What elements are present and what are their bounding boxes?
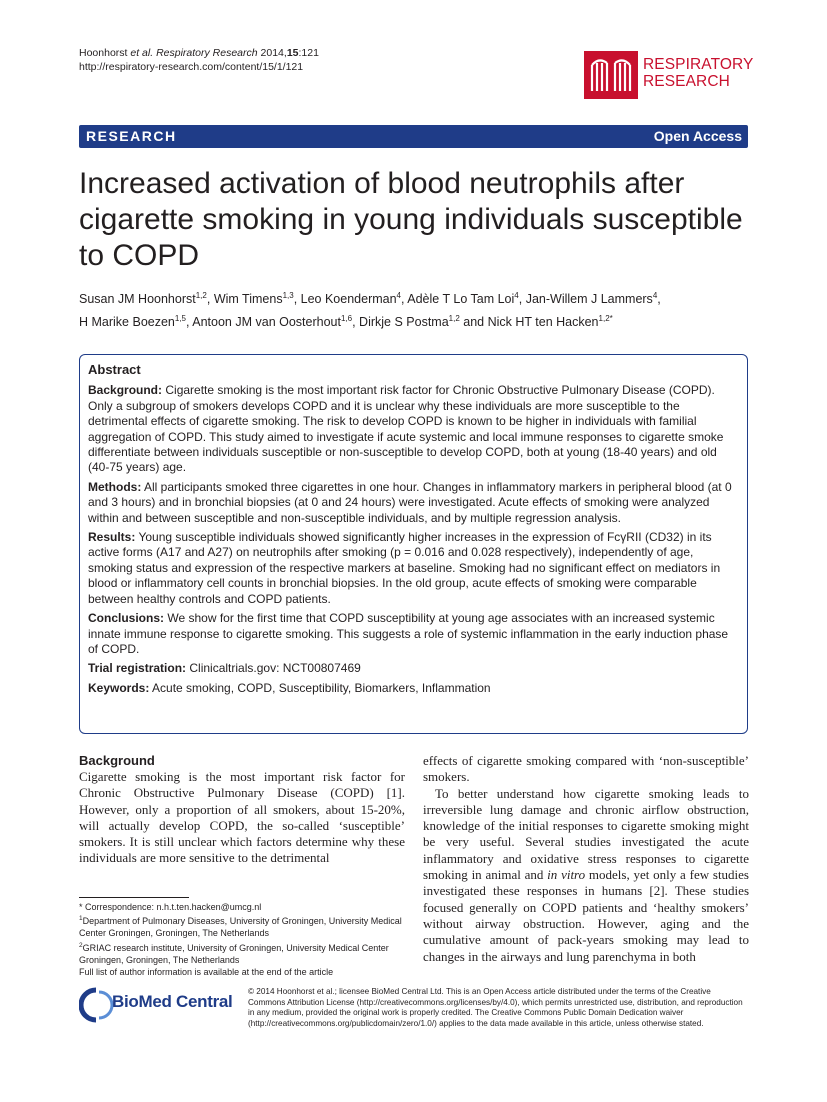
author-list: Susan JM Hoonhorst$^{1,2}$, Wim Timens$^{1,3}$, Leo Koenderman$^4$, Adèle T Lo Tam Loi$^4$, Jan-Willem J Lammers$^4$, H Marike Boezen$^{1,5}$, Antoon JM van Oosterhout$^{1,6}$, Dirkje S Postma$^{1,2}$ and Nick HT ten Hacken$^{1,2*}$	[79, 291, 661, 330]
author-affiliation: 1,3	[282, 291, 294, 300]
affiliation-2: $^2$GRIAC research institute, University of Groningen, University Medical Center Groningen, Groningen, The Netherlands	[79, 941, 389, 965]
background-paragraph-1-cont: effects of cigarette smoking compared with ‘non-susceptible’ smokers.	[423, 753, 749, 785]
background-paragraph-2: To better understand how cigarette smoking leads to irreversible lung damage and chronic airflow obstruction, knowledge of the initial responses to cigarette smoking might be very useful. Several studies investigated the acute inflammatory and oxidative stress responses to cigarette smoking in animal and in vitro models, yet only a few studies investigated these responses in humans [2]. These studies focused generally on COPD patients and ‘healthy smokers’ without airway obstruction. However, aging and the cumulative amount of pack-years smoking may lead to changes in the airways and lung parenchyma in both	[423, 785, 749, 964]
author-affiliation: 1,2	[448, 314, 460, 324]
article-url-link[interactable]: http://respiratory-research.com/content/15/1/121	[79, 61, 304, 73]
abstract-heading: Abstract	[88, 362, 141, 377]
abstract-conclusions: Conclusions: We show for the first time that COPD susceptibility at young age associates with an increased systemic innate immune response to cigarette smoking. This suggests a role of systemic inflammation in the early induction phase of COPD.	[88, 611, 729, 656]
abstract-results: Results: Young susceptible individuals showed significantly higher increases in the expression of FcγRII (CD32) in its active forms (A17 and A27) on neutrophils after smoking (p = 0.016 and 0.028 respectively), independently of age, smoking status and expression of the respective markers at baseline. Smoking had no significant effect on mediators in blood or inflammatory cell counts in bronchial biopsies. In the old group, acute effects of smoking were comparable between healthy controls and COPD patients.	[88, 530, 721, 606]
author-name: Nick HT ten Hacken	[487, 315, 599, 330]
author-affiliation: 1,2*	[598, 314, 613, 324]
body-right-column	[423, 753, 749, 965]
background-heading: Background	[79, 753, 155, 768]
author-affiliation: 4	[652, 291, 658, 300]
footnote-divider	[79, 897, 189, 898]
journal-logo-icon	[584, 51, 638, 99]
header-citation	[79, 46, 319, 74]
author-name: Dirkje S Postma	[359, 315, 449, 330]
abstract-background: Background: Cigarette smoking is the most important risk factor for Chronic Obstructive Pulmonary Disease (COPD). Only a subgroup of smokers develops COPD and it is unclear why these individuals are more susceptible to the detrimental effects of cigarette smoking. The risk to develop COPD is known to be higher in individuals with familial aggregation of COPD. This study aimed to investigate if acute systemic and local immune responses to cigarette smoke differentiate between individuals susceptible or non-susceptible to develop COPD, both at young (18-40 years) and old (40-75 years) age.	[88, 383, 724, 475]
background-paragraph-1: Cigarette smoking is the most important risk factor for Chronic Obstructive Pulmonary Disease (COPD) [1]. However, only a proportion of all smokers, about 15-20%, will actually develop COPD, the so-called ‘susceptible’ smokers. It is still unclear which factors determine why these individuals are more sensitive to the detrimental	[79, 769, 405, 866]
author-name: Susan JM Hoonhorst	[79, 292, 196, 307]
citation-year: 2014,	[260, 47, 287, 59]
license-text: © 2014 Hoonhorst et al.; licensee BioMed Central Ltd. This is an Open Access article distributed under the terms of the Creative Commons Attribution License (http://creativecommons.org/licenses/by/4.0), which permits unrestricted use, distribution, and reproduction in any medium, provided the original work is properly credited. The Creative Commons Public Domain Dedication waiver (http://creativecommons.org/publicdomain/zero/1.0/) applies to the data made available in this article, unless otherwise stated.	[248, 987, 743, 1028]
journal-logo-line1: RESPIRATORY	[643, 56, 754, 73]
citation-pages: :121	[298, 47, 319, 59]
author-affiliation: 1,5	[174, 314, 186, 324]
affiliation-1: $^1$Department of Pulmonary Diseases, University of Groningen, University Medical Center Groningen, Groningen, The Netherlands	[79, 915, 402, 939]
footnotes	[79, 901, 409, 978]
correspondence-email[interactable]: * Correspondence: n.h.t.ten.hacken@umcg.nl	[79, 902, 262, 912]
body-left-column	[79, 753, 405, 867]
author-name: Leo Koenderman	[300, 292, 397, 307]
author-affiliation: 4	[514, 291, 519, 300]
citation-volume: 15	[286, 47, 299, 59]
abstract-methods: Methods: All participants smoked three cigarettes in one hour. Changes in inflammatory markers in peripheral blood (at 0 and 3 hours) and in bronchial biopsies (at 0 and 24 hours) were investigated. Acute effects of smoking were analyzed within and between susceptible and non-susceptible individuals, and by multiple regression analysis.	[88, 479, 732, 525]
author-name: H Marike Boezen	[79, 315, 175, 330]
author-name: Adèle T Lo Tam Loi	[407, 292, 515, 307]
article-type-banner	[79, 125, 748, 148]
article-type-label: RESEARCH	[86, 128, 177, 144]
abstract	[88, 360, 740, 700]
citation-line	[79, 46, 319, 60]
abstract-keywords: Keywords: Acute smoking, COPD, Susceptibility, Biomarkers, Inflammation	[88, 680, 491, 695]
article-title: Increased activation of blood neutrophils after cigarette smoking in young individuals susceptible to COPD	[79, 167, 743, 272]
author-affiliation: 4	[396, 291, 401, 300]
journal-logo-text	[643, 56, 754, 90]
author-name: Wim Timens	[213, 292, 283, 307]
biomed-central-logo-text: BioMed Central	[112, 992, 233, 1011]
open-access-label: Open Access	[653, 128, 742, 144]
author-affiliation: 1,2	[195, 291, 207, 300]
author-name: Antoon JM van Oosterhout	[192, 315, 341, 330]
author-affiliation: 1,6	[340, 314, 353, 324]
citation-journal: Respiratory Research	[156, 47, 258, 59]
author-name: Jan-Willem J Lammers	[525, 292, 653, 307]
journal-logo-line2: RESEARCH	[643, 73, 730, 90]
abstract-trial-registration: Trial registration: Clinicaltrials.gov: NCT00807469	[88, 661, 361, 676]
full-author-info-note: Full list of author information is available at the end of the article	[79, 967, 334, 978]
citation-author: Hoonhorst	[79, 47, 128, 59]
citation-etal: et al.	[130, 47, 154, 59]
